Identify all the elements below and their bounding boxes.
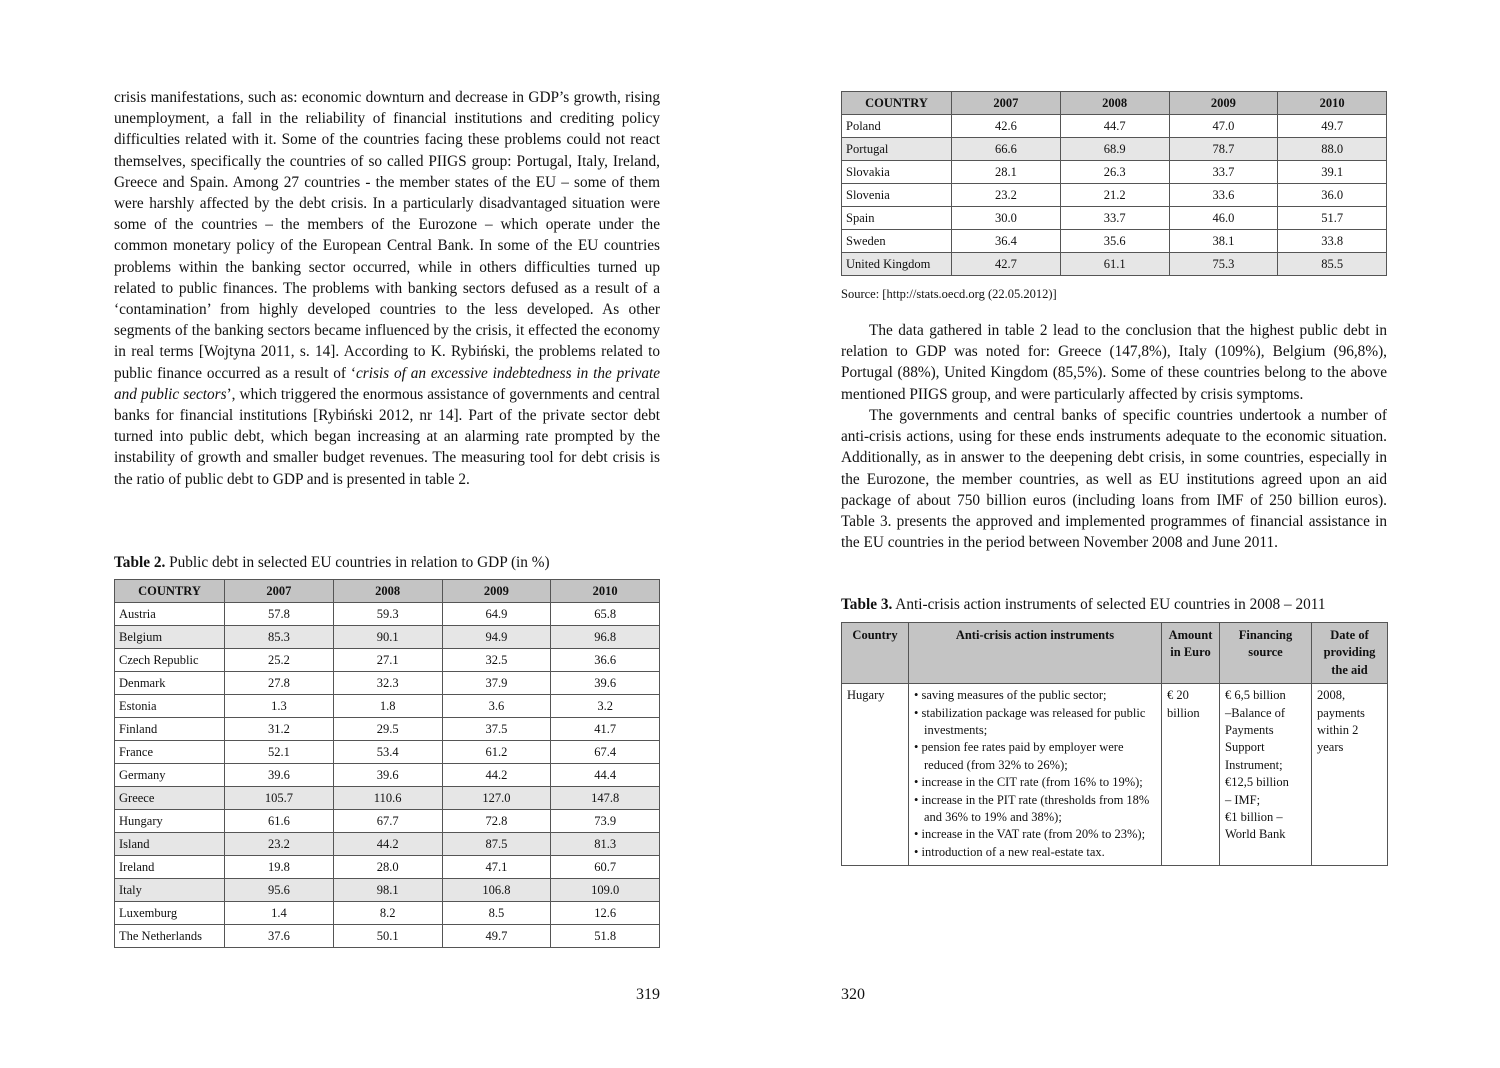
country-cell: Hungary: [115, 810, 225, 833]
page-number: 320: [841, 986, 865, 1003]
value-cell: 44.7: [1060, 115, 1169, 138]
page-number: 319: [636, 986, 660, 1003]
value-cell: 52.1: [225, 741, 334, 764]
table-row: [115, 879, 660, 902]
value-cell: 21.2: [1060, 184, 1169, 207]
value-cell: 61.6: [225, 810, 334, 833]
country-cell: The Netherlands: [115, 925, 225, 948]
value-cell: 44.2: [442, 764, 551, 787]
value-cell: 42.6: [952, 115, 1061, 138]
value-cell: 68.9: [1060, 138, 1169, 161]
table-row: [115, 649, 660, 672]
financing-cell: € 6,5 billion –Balance of Payments Support Instrument; €12,5 billion – IMF; €1 billion – World Bank: [1220, 684, 1312, 866]
column-header-amount: Amount in Euro: [1162, 623, 1220, 684]
value-cell: 27.1: [333, 649, 442, 672]
value-cell: 78.7: [1169, 138, 1278, 161]
value-cell: 37.5: [442, 718, 551, 741]
table-row: [115, 856, 660, 879]
country-cell: Slovakia: [842, 161, 952, 184]
value-cell: 85.3: [225, 626, 334, 649]
country-cell: France: [115, 741, 225, 764]
table-row: [115, 902, 660, 925]
country-cell: Portugal: [842, 138, 952, 161]
value-cell: 46.0: [1169, 207, 1278, 230]
table-row: [842, 138, 1387, 161]
value-cell: 33.7: [1169, 161, 1278, 184]
value-cell: 94.9: [442, 626, 551, 649]
country-cell: Czech Republic: [115, 649, 225, 672]
paragraph-text: crisis manifestations, such as: economic downturn and decrease in GDP’s growth, rising unemployment, a fall in the reliability of financial institutions and crediting policy difficulties related with it. Some of the countries facing these problems could not react themselves, specifically the countries of so called PIIGS group: Portugal, Italy, Ireland, Greece and Spain. Among 27 countries - the member states of the EU – some of them were harshly affected by the debt crisis. In a particularly disadvantaged situation were some of the countries – the members of the Eurozone – which operate under the common monetary policy of the European Central Bank. In some of the EU countries problems within the banking sector occurred, while in others difficulties turned up related to public finances. The problems with banking sectors defused as a result of a ‘contamination’ from highly developed countries to the less developed. As other segments of the banking sectors became influenced by the crisis, it effected the economy in real terms [Wojtyna 2011, s. 14]. According to K. Rybiński, the problems related to public finance occurred as a result of: [114, 89, 660, 382]
value-cell: 41.7: [551, 718, 660, 741]
value-cell: 36.0: [1278, 184, 1387, 207]
country-cell: Hugary: [842, 684, 909, 866]
table-row: [115, 718, 660, 741]
value-cell: 38.1: [1169, 230, 1278, 253]
instrument-item: • increase in the PIT rate (thresholds from 18% and 36% to 19% and 38%);: [914, 792, 1156, 827]
value-cell: 12.6: [551, 902, 660, 925]
column-header-year: 2010: [1278, 92, 1387, 115]
instrument-item: • stabilization package was released for public investments;: [914, 705, 1156, 740]
body-paragraph-2: The governments and central banks of specific countries undertook a number of anti-crisis actions, using for these ends instruments adequate to the economic situation. Additionally, as in answer to the deepening debt crisis, in some countries, especially in the Eurozone, the member countries, as well as EU institutions agreed upon an aid package of about 750 billion euros (including loans from IMF of 250 billion euros). Table 3. presents the approved and implemented programmes of financial assistance in the EU countries in the period between November 2008 and June 2011.: [841, 407, 1387, 552]
column-header-country: COUNTRY: [115, 580, 225, 603]
quote-mark: ‘: [350, 364, 356, 382]
table-row: [842, 184, 1387, 207]
value-cell: 23.2: [225, 833, 334, 856]
value-cell: 105.7: [225, 787, 334, 810]
value-cell: 42.7: [952, 253, 1061, 276]
value-cell: 36.4: [952, 230, 1061, 253]
value-cell: 23.2: [952, 184, 1061, 207]
value-cell: 87.5: [442, 833, 551, 856]
table3-caption-label: Table 3.: [841, 596, 893, 613]
value-cell: 95.6: [225, 879, 334, 902]
value-cell: 53.4: [333, 741, 442, 764]
column-header-year: 2009: [1169, 92, 1278, 115]
country-cell: Slovenia: [842, 184, 952, 207]
value-cell: 37.9: [442, 672, 551, 695]
value-cell: 61.1: [1060, 253, 1169, 276]
value-cell: 51.7: [1278, 207, 1387, 230]
instruments-cell: [909, 684, 1162, 866]
quoted-phrase: crisis of an excessive indebtedness in the private and public sectors: [114, 364, 661, 403]
value-cell: 67.4: [551, 741, 660, 764]
country-cell: Finland: [115, 718, 225, 741]
table3-caption: [841, 596, 1326, 614]
column-header-country: Country: [842, 623, 909, 684]
value-cell: 8.5: [442, 902, 551, 925]
column-header-year: 2010: [551, 580, 660, 603]
value-cell: 33.8: [1278, 230, 1387, 253]
value-cell: 127.0: [442, 787, 551, 810]
column-header-year: 2008: [333, 580, 442, 603]
value-cell: 27.8: [225, 672, 334, 695]
column-header-date: Date of providing the aid: [1312, 623, 1388, 684]
value-cell: 32.3: [333, 672, 442, 695]
country-cell: Spain: [842, 207, 952, 230]
value-cell: 36.6: [551, 649, 660, 672]
country-cell: Greece: [115, 787, 225, 810]
value-cell: 64.9: [442, 603, 551, 626]
country-cell: Sweden: [842, 230, 952, 253]
value-cell: 85.5: [1278, 253, 1387, 276]
paragraph-tail: ’, which triggered the enormous assistance of governments and central banks for financial institutions [Rybiński 2012, nr 14]. Part of the private sector debt turned into public debt, which began increasing at an alarming rate prompted by the instability of growth and smaller budget revenues. The measuring tool for debt crisis is the ratio of public debt to GDP and is presented in table 2.: [114, 385, 660, 488]
value-cell: 19.8: [225, 856, 334, 879]
table-row: [115, 810, 660, 833]
value-cell: 33.6: [1169, 184, 1278, 207]
value-cell: 37.6: [225, 925, 334, 948]
body-paragraph: [114, 87, 660, 490]
column-header-financing: Financing source: [1220, 623, 1312, 684]
value-cell: 98.1: [333, 879, 442, 902]
table-row: [115, 626, 660, 649]
value-cell: 110.6: [333, 787, 442, 810]
value-cell: 49.7: [1278, 115, 1387, 138]
country-cell: Luxemburg: [115, 902, 225, 925]
instrument-item: • increase in the VAT rate (from 20% to 23%);: [914, 826, 1156, 843]
amount-cell: € 20 billion: [1162, 684, 1220, 866]
table-row: [115, 741, 660, 764]
table3: [841, 622, 1388, 866]
country-cell: Ireland: [115, 856, 225, 879]
country-cell: Poland: [842, 115, 952, 138]
value-cell: 65.8: [551, 603, 660, 626]
column-header-year: 2007: [225, 580, 334, 603]
table-row: [115, 695, 660, 718]
country-cell: Island: [115, 833, 225, 856]
value-cell: 61.2: [442, 741, 551, 764]
value-cell: 51.8: [551, 925, 660, 948]
value-cell: 30.0: [952, 207, 1061, 230]
table2-part2: [841, 91, 1387, 276]
value-cell: 33.7: [1060, 207, 1169, 230]
table-header-row: [115, 580, 660, 603]
column-header-year: 2008: [1060, 92, 1169, 115]
country-cell: Italy: [115, 879, 225, 902]
value-cell: 3.2: [551, 695, 660, 718]
value-cell: 47.1: [442, 856, 551, 879]
instruments-list: [914, 687, 1156, 861]
country-cell: Estonia: [115, 695, 225, 718]
value-cell: 39.6: [551, 672, 660, 695]
column-header-instruments: Anti-crisis action instruments: [909, 623, 1162, 684]
table-row: [842, 161, 1387, 184]
table-row: [115, 833, 660, 856]
value-cell: 75.3: [1169, 253, 1278, 276]
value-cell: 39.6: [225, 764, 334, 787]
value-cell: 28.0: [333, 856, 442, 879]
table-source: Source: [http://stats.oecd.org (22.05.2012)]: [841, 287, 1057, 301]
value-cell: 57.8: [225, 603, 334, 626]
table-row: [842, 115, 1387, 138]
value-cell: 96.8: [551, 626, 660, 649]
value-cell: 60.7: [551, 856, 660, 879]
country-cell: Austria: [115, 603, 225, 626]
instrument-item: • pension fee rates paid by employer were reduced (from 32% to 26%);: [914, 739, 1156, 774]
table3-row: [842, 684, 1388, 866]
value-cell: 49.7: [442, 925, 551, 948]
value-cell: 35.6: [1060, 230, 1169, 253]
value-cell: 28.1: [952, 161, 1061, 184]
value-cell: 73.9: [551, 810, 660, 833]
table-row: [842, 230, 1387, 253]
left-page: [114, 0, 660, 1068]
country-cell: Belgium: [115, 626, 225, 649]
value-cell: 31.2: [225, 718, 334, 741]
value-cell: 88.0: [1278, 138, 1387, 161]
value-cell: 66.6: [952, 138, 1061, 161]
date-cell: 2008, payments within 2 years: [1312, 684, 1388, 866]
table-header-row: [842, 92, 1387, 115]
value-cell: 81.3: [551, 833, 660, 856]
column-header-year: 2007: [952, 92, 1061, 115]
table-row: [842, 207, 1387, 230]
value-cell: 32.5: [442, 649, 551, 672]
column-header-country: COUNTRY: [842, 92, 952, 115]
value-cell: 50.1: [333, 925, 442, 948]
table-row: [115, 787, 660, 810]
instrument-item: • increase in the CIT rate (from 16% to 19%);: [914, 774, 1156, 791]
table-row: [115, 925, 660, 948]
instrument-item: • introduction of a new real-estate tax.: [914, 844, 1156, 861]
table3-caption-text: Anti-crisis action instruments of selected EU countries in 2008 – 2011: [892, 596, 1326, 613]
country-cell: Germany: [115, 764, 225, 787]
value-cell: 109.0: [551, 879, 660, 902]
value-cell: 72.8: [442, 810, 551, 833]
value-cell: 147.8: [551, 787, 660, 810]
country-cell: Denmark: [115, 672, 225, 695]
value-cell: 26.3: [1060, 161, 1169, 184]
table2-caption: [114, 554, 550, 572]
value-cell: 106.8: [442, 879, 551, 902]
value-cell: 90.1: [333, 626, 442, 649]
table2-caption-label: Table 2.: [114, 554, 166, 571]
value-cell: 25.2: [225, 649, 334, 672]
table-row: [115, 672, 660, 695]
table-row: [115, 764, 660, 787]
value-cell: 44.2: [333, 833, 442, 856]
value-cell: 1.4: [225, 902, 334, 925]
country-cell: United Kingdom: [842, 253, 952, 276]
value-cell: 1.8: [333, 695, 442, 718]
value-cell: 39.1: [1278, 161, 1387, 184]
value-cell: 1.3: [225, 695, 334, 718]
value-cell: 29.5: [333, 718, 442, 741]
value-cell: 44.4: [551, 764, 660, 787]
table3-header-row: [842, 623, 1388, 684]
value-cell: 39.6: [333, 764, 442, 787]
table2-caption-text: Public debt in selected EU countries in relation to GDP (in %): [165, 554, 550, 571]
body-paragraph-1: The data gathered in table 2 lead to the conclusion that the highest public debt in relation to GDP was noted for: Greece (147,8%), Italy (109%), Belgium (96,8%), Portugal (88%), United Kingdom (85,5%). Some of these countries belong to the above mentioned PIIGS group, and were particularly affected by crisis symptoms.: [841, 322, 1387, 403]
right-page: [841, 0, 1387, 1068]
table-row: [115, 603, 660, 626]
value-cell: 67.7: [333, 810, 442, 833]
value-cell: 59.3: [333, 603, 442, 626]
table2-part1: [114, 579, 660, 948]
value-cell: 47.0: [1169, 115, 1278, 138]
table-row: [842, 253, 1387, 276]
instrument-item: • saving measures of the public sector;: [914, 687, 1156, 704]
value-cell: 8.2: [333, 902, 442, 925]
column-header-year: 2009: [442, 580, 551, 603]
value-cell: 3.6: [442, 695, 551, 718]
